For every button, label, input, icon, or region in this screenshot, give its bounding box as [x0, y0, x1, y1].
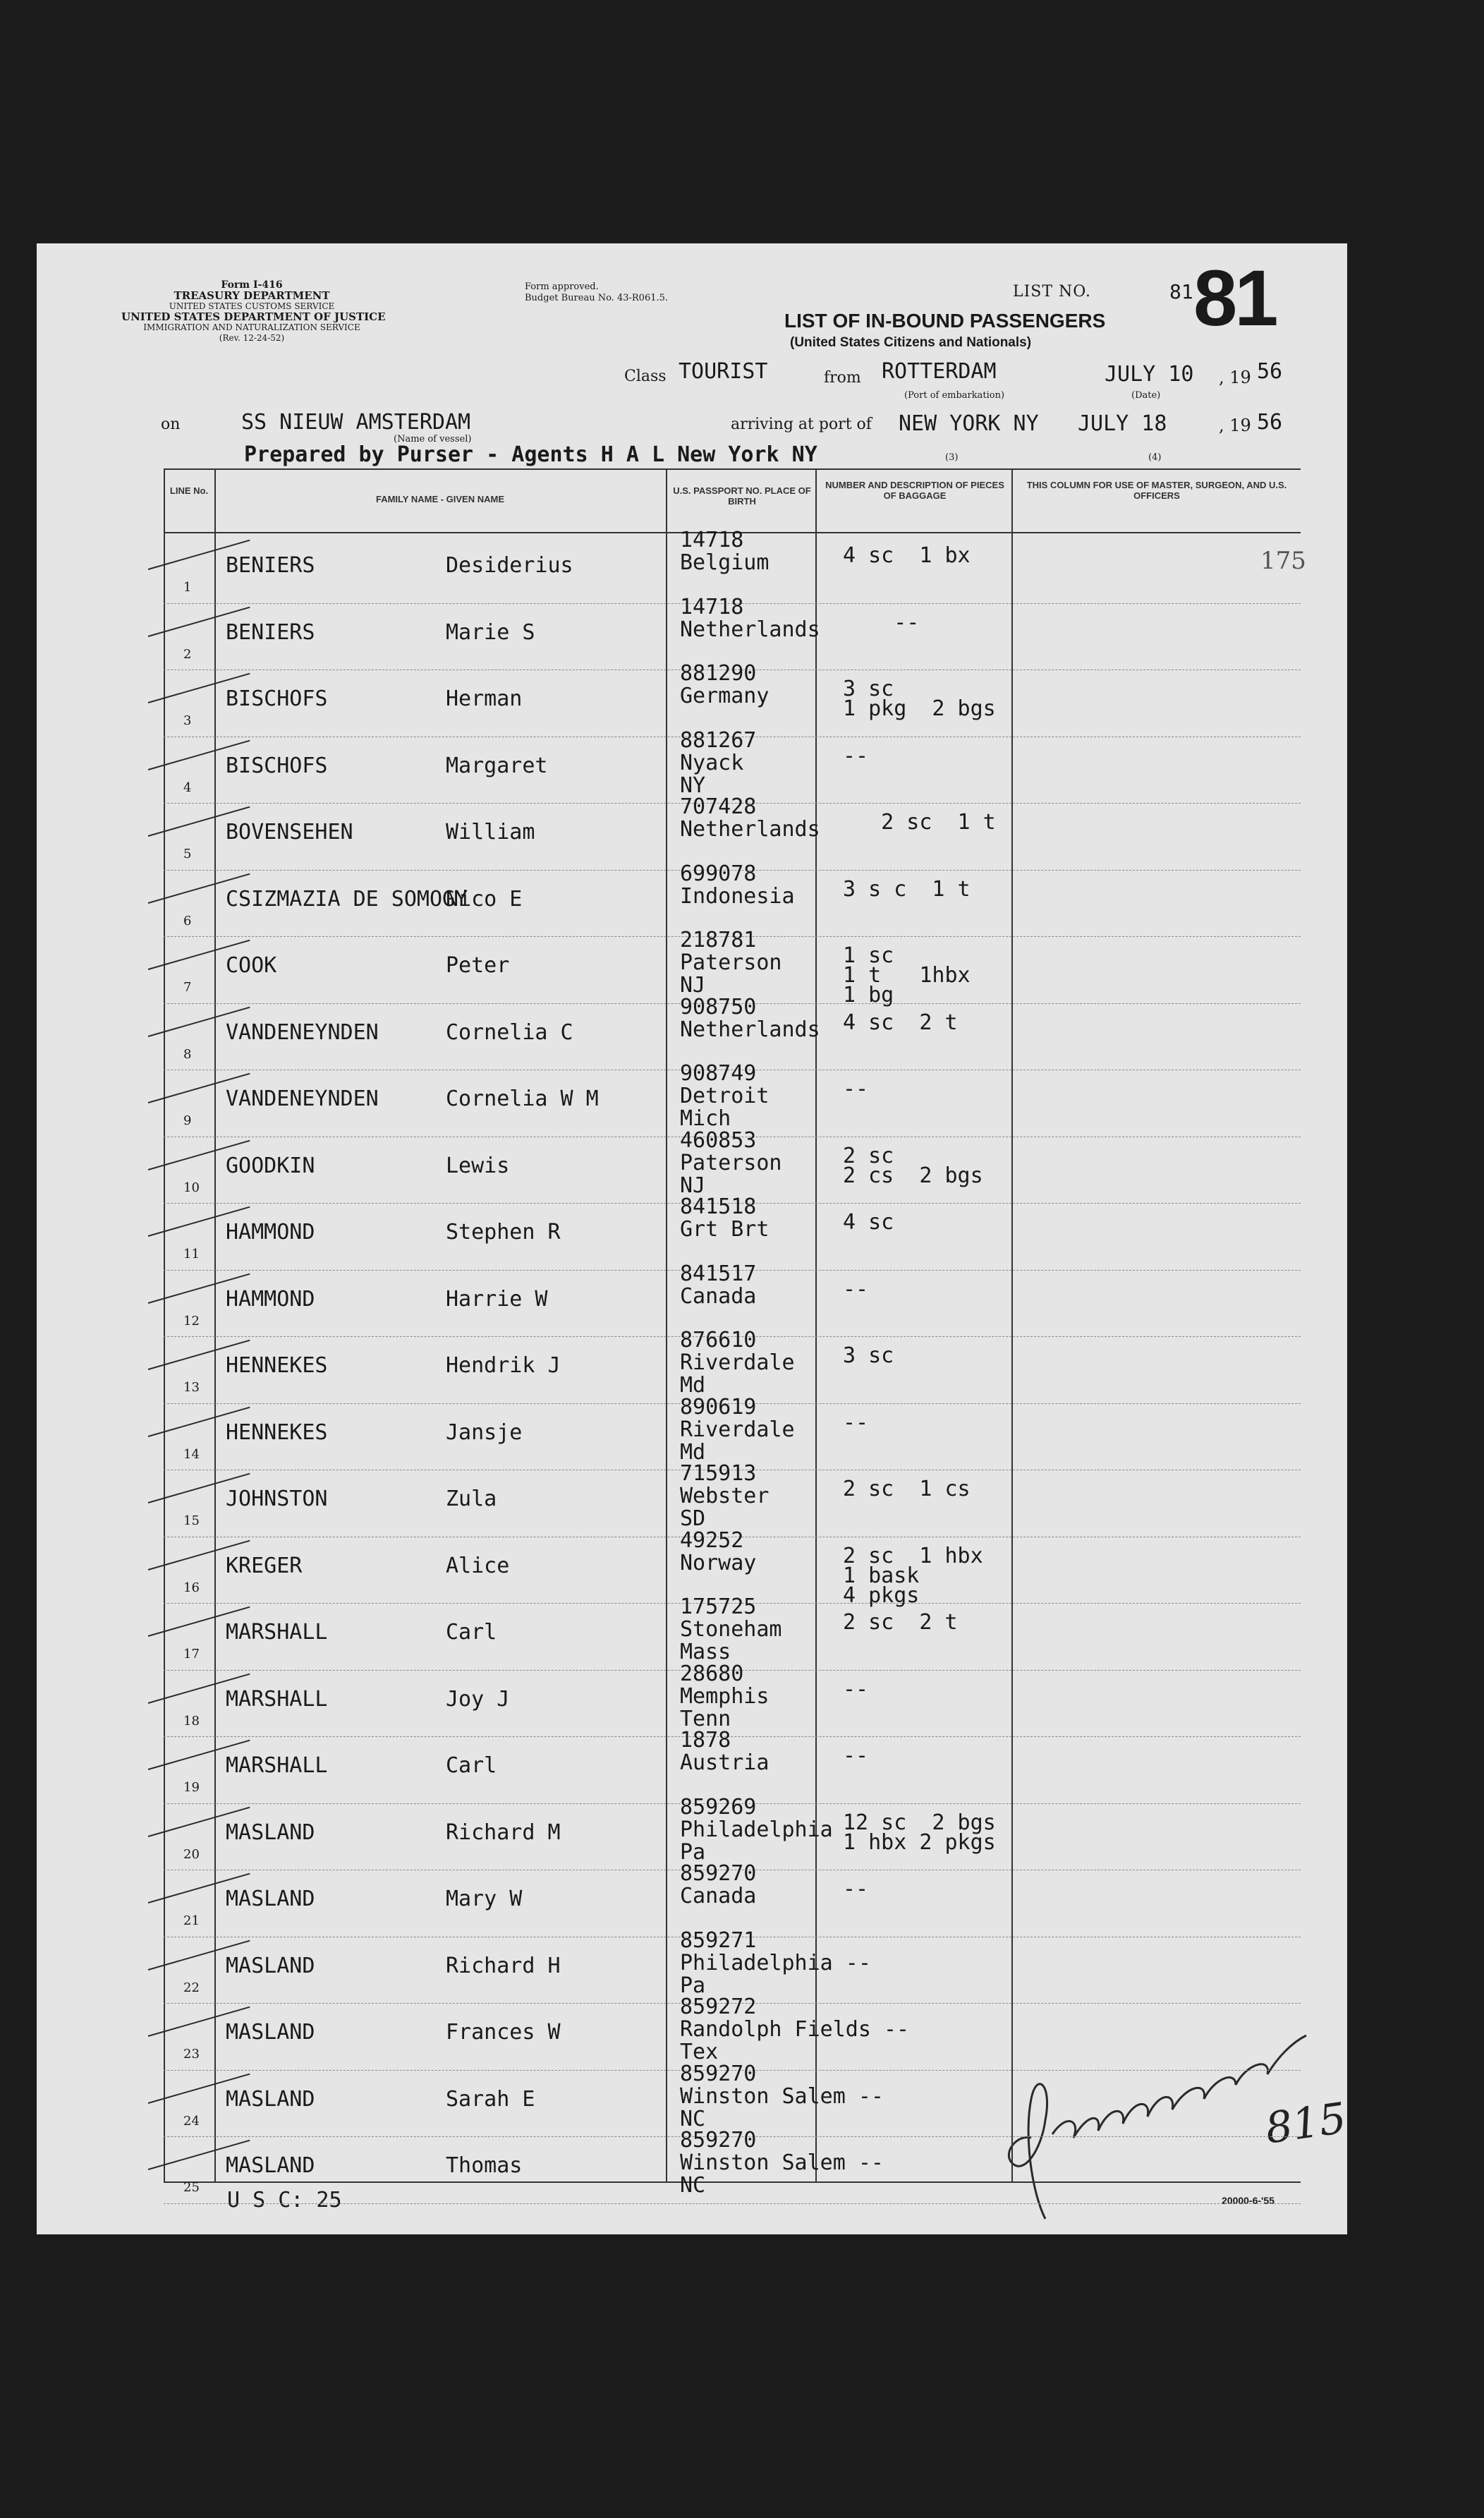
- baggage-line: 4 sc 2 t: [843, 1010, 958, 1035]
- passport-line: 881267: [680, 727, 757, 753]
- line-number: 12: [183, 1313, 200, 1328]
- col-line-no: LINE No.: [169, 485, 209, 496]
- given-name: Jansje: [446, 1420, 523, 1445]
- passport-line: NC: [680, 2173, 706, 2198]
- passport-birthplace: [680, 1063, 769, 1130]
- passport-line: Paterson: [680, 1150, 782, 1175]
- passport-line: Tex: [680, 2040, 719, 2064]
- passport-line: 1878: [680, 1728, 731, 1753]
- passport-line: 14718: [680, 528, 744, 552]
- passenger-row: [164, 1194, 1301, 1269]
- passport-line: 859272: [680, 1995, 757, 2019]
- family-name: BISCHOFS: [226, 753, 328, 778]
- baggage-description: [843, 1276, 869, 1302]
- family-name: VANDENEYNDEN: [226, 1087, 379, 1111]
- passenger-row: [164, 1461, 1301, 1536]
- passport-line: Norway: [680, 1550, 757, 1575]
- family-name: MARSHALL: [226, 1686, 328, 1712]
- baggage-line: --: [843, 1877, 869, 1901]
- passenger-row: [164, 861, 1301, 936]
- passport-line: Riverdale: [680, 1350, 795, 1375]
- baggage-description: [843, 1610, 958, 1635]
- year-prefix-2: , 19: [1219, 416, 1251, 435]
- date-value: JULY 10: [1105, 362, 1194, 387]
- given-name: Desiderius: [446, 553, 573, 578]
- line-number: 2: [183, 646, 192, 662]
- family-name: MASLAND: [226, 1887, 315, 1911]
- passport-line: Canada: [680, 1283, 757, 1309]
- family-name: HENNEKES: [226, 1353, 328, 1378]
- baggage-description: [843, 1010, 958, 1035]
- passport-line: 28680: [680, 1661, 744, 1686]
- passport-birthplace: [680, 529, 769, 574]
- baggage-line: 2 sc 1 t: [843, 810, 996, 835]
- passport-line: Grt Brt: [680, 1217, 770, 1242]
- line-number: 4: [183, 780, 192, 795]
- footer-summary: U S C: 25: [227, 2188, 342, 2213]
- given-name: Frances W: [446, 2020, 561, 2045]
- passport-line: Webster: [680, 1484, 770, 1508]
- family-name: MASLAND: [226, 2020, 315, 2045]
- baggage-line: --: [843, 610, 920, 635]
- passenger-row: [164, 1394, 1301, 1470]
- passport-line: 890619: [680, 1394, 757, 1420]
- baggage-description: [843, 743, 869, 768]
- given-name: Mary W: [446, 1887, 523, 1911]
- from-value: ROTTERDAM: [882, 359, 997, 384]
- passport-line: 859269: [680, 1794, 757, 1820]
- passenger-table: [164, 468, 1301, 2198]
- family-name: MASLAND: [226, 1820, 315, 1845]
- passport-birthplace: [680, 1927, 871, 1998]
- baggage-line: 12 sc 2 bgs: [843, 1810, 996, 1835]
- family-name: BENIERS: [226, 553, 315, 578]
- passport-line: Paterson: [680, 950, 782, 975]
- line-number: 25: [183, 2180, 200, 2195]
- passenger-row: [164, 727, 1301, 803]
- passport-birthplace: [680, 863, 795, 908]
- family-name: VANDENEYNDEN: [226, 1019, 379, 1045]
- given-name: Hendrik J: [446, 1353, 561, 1378]
- baggage-line: --: [843, 743, 869, 768]
- arrival-date-value: JULY 18: [1078, 411, 1167, 436]
- passport-line: 908750: [680, 994, 757, 1019]
- line-number: 18: [183, 1713, 200, 1729]
- passport-birthplace: [680, 1729, 769, 1774]
- baggage-description: [843, 1543, 983, 1608]
- baggage-description: [843, 1343, 894, 1368]
- line-number: 13: [183, 1380, 200, 1395]
- passport-line: Netherlands: [680, 1017, 820, 1042]
- list-title: LIST OF IN-BOUND PASSENGERS: [784, 310, 1106, 332]
- given-name: Margaret: [446, 753, 548, 778]
- given-name: Carl: [446, 1620, 497, 1645]
- passport-line: 460853: [680, 1127, 757, 1153]
- passport-birthplace: [680, 1127, 782, 1198]
- corner-mark: 815: [1262, 2093, 1349, 2154]
- family-name: MARSHALL: [226, 1753, 328, 1778]
- passenger-row: [164, 1927, 1301, 2003]
- family-name: KREGER: [226, 1553, 303, 1578]
- family-name: HENNEKES: [226, 1420, 328, 1445]
- passport-line: 218781: [680, 928, 757, 952]
- passport-line: Germany: [680, 684, 770, 708]
- passenger-row: [164, 2128, 1301, 2203]
- passport-line: Detroit: [680, 1084, 770, 1108]
- baggage-description: [843, 1479, 971, 1499]
- year-prefix-1: , 19: [1219, 368, 1251, 387]
- given-name: Thomas: [446, 2153, 523, 2178]
- baggage-line: 2 cs 2 bgs: [843, 1163, 983, 1188]
- passport-line: Philadelphia --: [680, 1950, 871, 1975]
- passport-birthplace: [680, 796, 820, 841]
- passport-line: Netherlands: [680, 617, 820, 642]
- passport-line: Riverdale: [680, 1417, 795, 1442]
- passport-line: 175725: [680, 1594, 757, 1619]
- passport-birthplace: [680, 1396, 795, 1464]
- family-name: HAMMOND: [226, 1286, 315, 1312]
- passport-line: 859270: [680, 2128, 757, 2153]
- baggage-line: 1 sc: [843, 943, 894, 968]
- line-number: 7: [183, 980, 192, 995]
- baggage-line: 1 bask: [843, 1563, 920, 1588]
- page-mark: 175: [1260, 547, 1306, 575]
- form-number: Form I-416: [221, 279, 283, 291]
- passport-line: Nyack: [680, 750, 744, 775]
- passenger-row: [164, 1995, 1301, 2069]
- passport-birthplace: [680, 2063, 884, 2131]
- given-name: William: [446, 820, 535, 845]
- line-number: 1: [183, 580, 192, 595]
- passport-line: Randolph Fields --: [680, 2017, 910, 2042]
- passport-line: Tenn: [680, 1706, 731, 1731]
- baggage-description: [843, 679, 996, 719]
- budget-bureau-text: Budget Bureau No. 43-R061.5.: [525, 293, 669, 303]
- baggage-line: 4 sc: [843, 1210, 894, 1235]
- passenger-row: [164, 1661, 1301, 1736]
- passenger-row: [164, 661, 1301, 736]
- passport-line: 841517: [680, 1261, 757, 1286]
- baggage-line: 2 sc 2 t: [843, 1610, 958, 1635]
- passenger-row: [164, 1328, 1301, 1403]
- passport-line: Canada: [680, 1884, 757, 1908]
- line-number: 17: [183, 1647, 200, 1661]
- baggage-description: [843, 1676, 869, 1702]
- family-name: BOVENSEHEN: [226, 820, 353, 845]
- passport-line: 859270: [680, 2061, 757, 2086]
- col-baggage: NUMBER AND DESCRIPTION OF PIECES OF BAGGAGE: [825, 480, 1004, 501]
- given-name: Carl: [446, 1753, 497, 1778]
- passenger-row: [164, 1794, 1301, 1870]
- given-name: Herman: [446, 686, 523, 711]
- passenger-row: [164, 2061, 1301, 2136]
- line-number: 8: [183, 1046, 192, 1062]
- paren-4: (4): [1148, 452, 1162, 463]
- treasury-dept: TREASURY DEPARTMENT: [174, 289, 330, 302]
- passport-line: 859271: [680, 1927, 757, 1953]
- form-approved-text: Form approved.: [525, 282, 599, 292]
- passport-line: Stoneham: [680, 1617, 782, 1642]
- family-name: BENIERS: [226, 619, 315, 645]
- baggage-description: [843, 1810, 996, 1855]
- given-name: Alice: [446, 1553, 510, 1578]
- passenger-row: [164, 594, 1301, 670]
- baggage-line: 2 sc 1 hbx: [843, 1543, 983, 1568]
- passport-line: 881290: [680, 661, 757, 686]
- passport-line: NJ: [680, 1173, 706, 1198]
- passport-birthplace: [680, 996, 820, 1041]
- passport-birthplace: [680, 1863, 756, 1908]
- family-name: HAMMOND: [226, 1220, 315, 1245]
- given-name: Cornelia W M: [446, 1087, 599, 1111]
- family-name: BISCHOFS: [226, 686, 328, 711]
- line-number: 11: [183, 1247, 200, 1261]
- row-divider: [164, 2203, 1301, 2204]
- baggage-line: 4 pkgs: [843, 1582, 920, 1608]
- passport-birthplace: [680, 2129, 884, 2197]
- class-label: Class: [624, 368, 667, 385]
- footer-code: 20000-6-'55: [1222, 2195, 1275, 2206]
- passport-line: Pa: [680, 1839, 706, 1865]
- passport-birthplace: [680, 662, 769, 708]
- port-embark-label: (Port of embarkation): [904, 390, 1005, 401]
- passport-birthplace: [680, 1796, 833, 1864]
- passport-line: Winston Salem --: [680, 2150, 884, 2175]
- baggage-line: 1 hbx 2 pkgs: [843, 1829, 996, 1855]
- passport-line: 841518: [680, 1194, 757, 1219]
- passport-line: 14718: [680, 594, 744, 619]
- col-passport: U.S. PASSPORT NO. PLACE OF BIRTH: [673, 485, 811, 507]
- passport-birthplace: [680, 1463, 769, 1530]
- given-name: Peter: [446, 953, 510, 978]
- passport-line: 715913: [680, 1461, 757, 1486]
- passport-line: Belgium: [680, 550, 770, 575]
- baggage-line: 4 sc 1 bx: [843, 543, 971, 568]
- line-number: 3: [183, 713, 192, 728]
- baggage-description: [843, 1079, 868, 1099]
- baggage-description: [843, 1877, 869, 1901]
- department-block: [121, 279, 386, 344]
- on-label: on: [161, 416, 181, 433]
- baggage-line: --: [843, 1676, 869, 1702]
- passport-birthplace: [680, 727, 757, 798]
- form-revision: (Rev. 12-24-52): [219, 333, 285, 343]
- passport-birthplace: [680, 1663, 769, 1731]
- line-number: 21: [183, 1913, 200, 1928]
- passport-line: 876610: [680, 1328, 757, 1352]
- line-number: 9: [183, 1113, 192, 1128]
- passenger-row: [164, 528, 1301, 603]
- baggage-description: [843, 1743, 869, 1768]
- line-number: 24: [183, 2113, 200, 2129]
- baggage-line: 2 sc 1 cs: [843, 1477, 971, 1501]
- line-number: 15: [183, 1513, 200, 1528]
- passport-line: 49252: [680, 1527, 744, 1553]
- family-name: GOODKIN: [226, 1153, 315, 1178]
- from-label: from: [824, 369, 861, 387]
- given-name: Joy J: [446, 1686, 510, 1712]
- passport-line: Md: [680, 1373, 706, 1398]
- passport-line: SD: [680, 1506, 706, 1531]
- passport-line: Mass: [680, 1640, 731, 1664]
- baggage-line: 2 sc: [843, 1143, 894, 1168]
- family-name: CSIZMAZIA DE SOMOGY: [226, 886, 468, 912]
- line-number: 22: [183, 1980, 200, 1995]
- baggage-description: [843, 943, 971, 1007]
- baggage-description: [843, 1410, 869, 1435]
- baggage-line: 1 t 1hbx: [843, 963, 971, 988]
- list-no-label: LIST NO.: [1013, 283, 1092, 301]
- baggage-line: 3 sc: [843, 677, 894, 701]
- passport-line: Netherlands: [680, 817, 820, 842]
- prepared-by: Prepared by Purser - Agents H A L New York NY: [244, 442, 817, 467]
- passport-line: Indonesia: [680, 883, 795, 909]
- passport-birthplace: [680, 1196, 769, 1241]
- baggage-description: [843, 610, 920, 635]
- passport-birthplace: [680, 596, 820, 641]
- baggage-line: 1 bg: [843, 983, 894, 1007]
- vessel-value: SS NIEUW AMSTERDAM: [241, 410, 471, 435]
- family-name: COOK: [226, 953, 277, 978]
- passenger-row: [164, 1728, 1301, 1803]
- line-number: 5: [183, 847, 192, 861]
- baggage-description: [843, 1143, 983, 1188]
- passport-line: NJ: [680, 973, 706, 998]
- baggage-line: --: [843, 1743, 869, 1768]
- customs-service: UNITED STATES CUSTOMS SERVICE: [169, 301, 335, 311]
- passport-line: NY: [680, 773, 706, 798]
- passport-line: Pa: [680, 1973, 706, 1998]
- baggage-line: 3 sc: [843, 1343, 894, 1368]
- given-name: Zula: [446, 1487, 497, 1511]
- baggage-line: --: [843, 1077, 869, 1101]
- baggage-line: 3 s c 1 t: [843, 876, 971, 902]
- paren-3: (3): [945, 452, 959, 463]
- given-name: Harrie W: [446, 1286, 548, 1312]
- list-no-small: 81: [1169, 280, 1193, 303]
- given-name: Nico E: [446, 886, 523, 912]
- passenger-row: [164, 1261, 1301, 1336]
- passport-line: 699078: [680, 861, 757, 886]
- ins-service: IMMIGRATION AND NATURALIZATION SERVICE: [143, 322, 360, 332]
- baggage-line: 1 pkg 2 bgs: [843, 696, 996, 721]
- baggage-description: [843, 1210, 894, 1235]
- passport-birthplace: [680, 1996, 909, 2064]
- line-number: 20: [183, 1846, 200, 1862]
- passport-birthplace: [680, 1263, 756, 1308]
- passport-line: Philadelphia: [680, 1817, 833, 1842]
- line-number: 6: [183, 913, 192, 928]
- passport-line: 707428: [680, 794, 757, 819]
- line-number: 23: [183, 2047, 200, 2062]
- list-subtitle: (United States Citizens and Nationals): [790, 335, 1032, 350]
- passport-line: Md: [680, 1439, 706, 1465]
- passport-line: 908749: [680, 1061, 757, 1086]
- form-approved: [525, 282, 668, 304]
- given-name: Cornelia C: [446, 1019, 573, 1045]
- family-name: MASLAND: [226, 1953, 315, 1978]
- arriving-label: arriving at port of: [731, 416, 872, 433]
- passport-line: Austria: [680, 1750, 770, 1775]
- passport-birthplace: [680, 1527, 757, 1575]
- arrival-port-value: NEW YORK NY: [899, 411, 1039, 436]
- passenger-row: [164, 794, 1301, 869]
- passport-line: Winston Salem --: [680, 2083, 884, 2109]
- passport-line: 859270: [680, 1861, 757, 1886]
- family-name: MASLAND: [226, 2153, 315, 2178]
- baggage-line: --: [843, 1410, 869, 1435]
- baggage-line: --: [843, 1276, 869, 1302]
- given-name: Richard H: [446, 1953, 561, 1978]
- vessel-label: (Name of vessel): [394, 434, 472, 444]
- passport-birthplace: [680, 1329, 795, 1397]
- baggage-description: [843, 543, 971, 568]
- list-no-big: 81: [1193, 254, 1276, 342]
- year-value-2: 56: [1257, 410, 1283, 435]
- year-value-1: 56: [1257, 359, 1283, 384]
- given-name: Lewis: [446, 1153, 510, 1178]
- given-name: Stephen R: [446, 1220, 561, 1245]
- family-name: MASLAND: [226, 2086, 315, 2112]
- date-label: (Date): [1131, 390, 1161, 401]
- passenger-row: [164, 1861, 1301, 1936]
- passport-line: NC: [680, 2106, 706, 2131]
- given-name: Marie S: [446, 619, 535, 645]
- family-name: JOHNSTON: [226, 1487, 328, 1511]
- passport-birthplace: [680, 929, 782, 997]
- given-name: Sarah E: [446, 2086, 535, 2112]
- passport-line: Memphis: [680, 1683, 770, 1709]
- family-name: MARSHALL: [226, 1620, 328, 1645]
- passenger-row: [164, 1061, 1301, 1136]
- line-number: 14: [183, 1446, 200, 1462]
- passenger-row: [164, 1127, 1301, 1203]
- line-number: 16: [183, 1580, 200, 1595]
- class-value: TOURIST: [679, 359, 768, 384]
- justice-dept: UNITED STATES DEPARTMENT OF JUSTICE: [121, 310, 386, 323]
- given-name: Richard M: [446, 1820, 561, 1845]
- col-officers: THIS COLUMN FOR USE OF MASTER, SURGEON, AND U.S. OFFICERS: [1026, 480, 1287, 501]
- passport-birthplace: [680, 1596, 782, 1664]
- line-number: 19: [183, 1780, 200, 1795]
- col-name: FAMILY NAME - GIVEN NAME: [375, 494, 505, 504]
- baggage-description: [843, 876, 971, 902]
- passport-line: Mich: [680, 1106, 731, 1131]
- line-number: 10: [183, 1180, 200, 1195]
- baggage-description: [843, 810, 996, 835]
